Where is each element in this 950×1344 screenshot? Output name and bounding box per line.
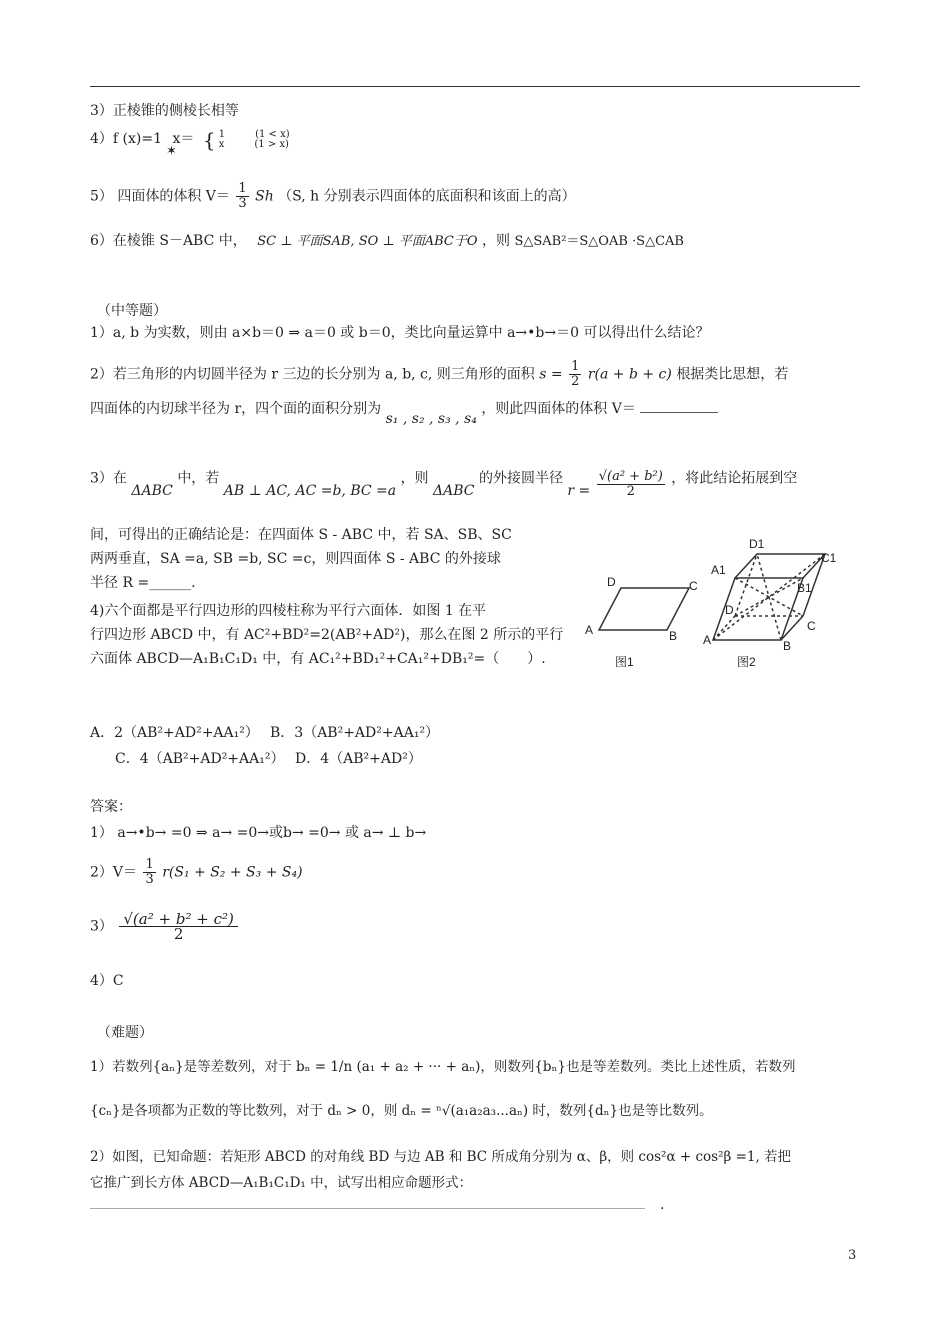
option-a: A．2（AB²+AD²+AA₁²） (90, 725, 259, 741)
medium-q2-line2: 四面体的内切球半径为 r，四个面的面积分别为 s₁ , s₂ , s₃ , s₄ ，则此四面体的体积 V＝ (90, 400, 718, 418)
fig2-label-a: A (703, 633, 712, 647)
fig2-label-b1: B1 (797, 581, 812, 595)
hard-q1-line1: 1）若数列{aₙ}是等差数列，对于 bₙ = 1/n (a₁ + a₂ + ··· + aₙ)，则数列{bₙ}也是等差数列。类比上述性质，若数列 (90, 1059, 796, 1075)
prev-item-6: 6）在棱锥 S－ABC 中， SC ⊥ 平面SAB, SO ⊥ 平面ABC于O ，则 S△SAB²＝S△OAB ·S△CAB (90, 233, 684, 249)
answers-title: 答案： (90, 799, 132, 815)
hard-q2-line1: 2）如图，已知命题：若矩形 ABCD 的对角线 BD 与边 AB 和 BC 所成角分别为 α、β，则 cos²α + cos²β =1, 若把 (90, 1149, 792, 1165)
option-c: C．4（AB²+AD²+AA₁²） (115, 751, 285, 767)
hard-q1-line2: {cₙ}是各项都为正数的等比数列，对于 dₙ > 0，则 dₙ = ⁿ√(a₁a₂a₃...aₙ) 时，数列{dₙ}也是等比数列。 (90, 1103, 713, 1119)
geometry-figure (585, 528, 855, 673)
medium-q3-line2: 间，可得出的正确结论是：在四面体 S - ABC 中，若 SA、SB、SC (90, 527, 512, 543)
fig2-label-c1: C1 (821, 551, 837, 565)
fig2-caption: 图2 (737, 655, 756, 669)
medium-q3-line1: 3）在 ΔABC 中，若 AB ⊥ AC, AC =b, BC =a ，则 ΔABC 的外接圆半径 r = $\frac{\text{√(a² + b²)}}{2}$ ，将此结论拓展到空 (90, 469, 798, 499)
prev-item-4: 4）f (x)=1 x＝ { 1 (1 < x) x (1 > x) (90, 128, 290, 152)
fig2-label-d1: D1 (749, 537, 765, 551)
option-b: B．3（AB²+AD²+AA₁²） (270, 725, 440, 741)
option-d: D．4（AB²+AD²） (295, 751, 422, 767)
fig2-label-a1: A1 (711, 563, 726, 577)
star-icon: ✶ (166, 144, 177, 159)
answer-1: 1） a→•b→ =0 ⇒ a→ =0→或b→ =0→ 或 a→ ⊥ b→ (90, 825, 427, 841)
fig1-label-b: B (669, 629, 678, 643)
answer-3-fraction: $\frac{\text{√(a² + b² + c²)}}{2}$ (119, 912, 237, 941)
answer-blank (640, 402, 718, 413)
answer-3: 3） $\frac{\text{√(a² + b² + c²)}}{2}$ (90, 912, 240, 941)
fig1-label-d: D (607, 575, 616, 589)
answer-2: 2）V＝ $\frac{1}{3}$ r(S₁ + S₂ + S₃ + S₄) (90, 857, 303, 887)
medium-q4-line2: 行四边形 ABCD 中，有 AC²+BD²=2(AB²+AD²)，那么在图 2 所示的平行 (90, 627, 564, 643)
medium-q3-line4: 半径 R =______. (90, 575, 196, 591)
piecewise-cases: { 1 (1 < x) x (1 > x) (202, 128, 290, 152)
answer-4: 4）C (90, 973, 124, 989)
answer-line-period: . (660, 1197, 665, 1213)
medium-q4-line3: 六面体 ABCD—A₁B₁C₁D₁ 中，有 AC₁²+BD₁²+CA₁²+DB₁²=（ ）. (90, 651, 546, 667)
figure-1-parallelogram (599, 588, 689, 630)
fig1-label-a: A (585, 623, 594, 637)
medium-q3-line3: 两两垂直，SA =a, SB =b, SC =c，则四面体 S - ABC 的外接球 (90, 551, 501, 567)
fig2-label-c: C (807, 619, 816, 633)
fraction-one-third: $\frac{1}{3}$ (238, 181, 247, 211)
hard-q2-line2: 它推广到长方体 ABCD—A₁B₁C₁D₁ 中，试写出相应命题形式： (90, 1175, 473, 1191)
circumradius-fraction: $\frac{\text{√(a² + b²)}}{2}$ (598, 469, 663, 499)
prev-item-3: 3）正棱锥的侧棱长相等 (90, 103, 239, 119)
fig2-label-d: D (725, 603, 734, 617)
fig2-label-b: B (783, 639, 792, 653)
fig1-caption: 图1 (615, 655, 634, 669)
answer-line (90, 1208, 645, 1209)
prev-item-5: 5） 四面体的体积 V＝ $\frac{1}{3}$ Sh （S, h 分别表示四面体的底面积和该面上的高） (90, 181, 576, 211)
fig1-label-c: C (689, 579, 698, 593)
medium-q4-line1: 4)六个面都是平行四边形的四棱柱称为平行六面体．如图 1 在平 (90, 603, 487, 619)
medium-q1: 1）a, b 为实数，则由 a×b＝0 ⇒ a＝0 或 b＝0，类比向量运算中 a→•b→＝0 可以得出什么结论？ (90, 325, 710, 341)
header-rule (90, 86, 860, 87)
medium-q2-line1: 2）若三角形的内切圆半径为 r 三边的长分别为 a, b, c, 则三角形的面积 s = $\frac{1}{2}$ r(a + b + c) 根据类比思想，若 (90, 359, 789, 389)
page-number: 3 (848, 1248, 857, 1263)
hard-title: （难题） (97, 1025, 153, 1041)
medium-title: （中等题） (97, 303, 167, 319)
